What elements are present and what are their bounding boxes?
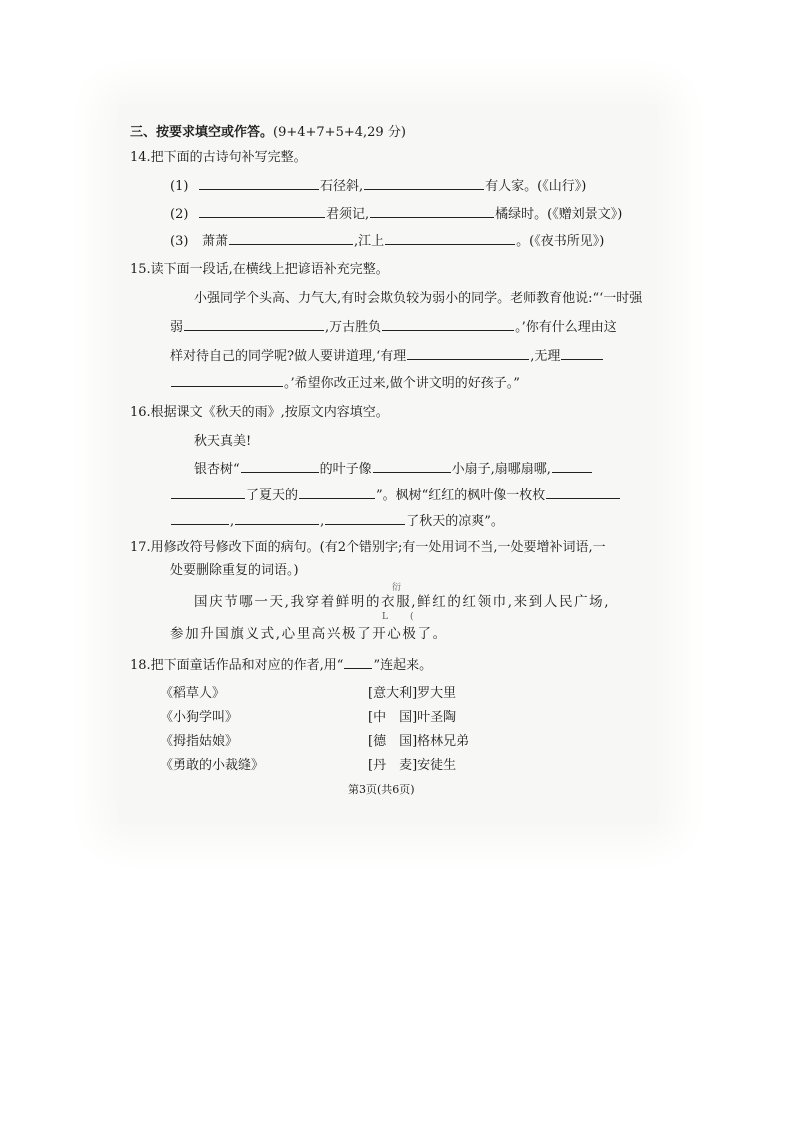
q17-stem [130,536,606,555]
q14-line-2 [170,203,622,222]
q15-text: 。’你有什么理由这 [515,320,617,335]
blank[interactable] [546,486,620,499]
q15-stem: 15.读下面一段话,在横线上把谚语补充完整。 [130,262,389,277]
author-country: [丹 麦] [368,758,418,773]
q15-text: 弱 [170,320,184,335]
author-name: 安徒生 [417,758,457,773]
q16-text: 小扇子,扇哪扇哪, [451,462,551,477]
q16-text: 银杏树“ [194,462,240,477]
q14-num-2: (2) [170,207,189,222]
q14-end-2: 橘绿时。(《赠刘景文》) [495,207,623,222]
line-sample [344,656,372,669]
q16-line-2 [170,484,621,503]
q17-sentence-1: 国庆节哪一天,我穿着鲜明的衣服,鲜红的红领巾,来到人民广场, [194,594,611,610]
q18-stem-text: ”连起来。 [373,658,433,673]
q16-stem: 16.根据课文《秋天的雨》,按原文内容填空。 [130,405,389,420]
blank[interactable] [364,177,484,190]
q17-stem-2: 处要删除重复的词语。) [170,563,299,578]
q18-stem [130,654,432,673]
q16-text: ”。枫树“红红的枫叶像一枚枚 [376,488,546,503]
q16-text: 了秋天的凉爽”。 [406,514,504,529]
q15-line-1: 小强同学个头高、力气大,有时会欺负较为弱小的同学。老师教育他说:“‘一时强 [194,291,643,306]
q18-work-3[interactable]: 《拇指姑娘》 [160,734,239,749]
blank[interactable] [552,460,592,473]
author-country: [德 国] [368,734,418,749]
q15-text: ,万古胜负 [325,320,382,335]
q14-line-1 [170,175,586,194]
blank[interactable] [171,512,229,525]
q14-num-3: (3) [170,234,189,249]
blank[interactable] [561,347,603,360]
blank[interactable] [171,486,245,499]
handwritten-mark: L [382,612,388,622]
q16-text: , [320,514,325,529]
section-score: (9+4+7+5+4,29 分) [273,125,406,140]
blank[interactable] [385,232,515,245]
q14-mid-2: 君须记, [326,207,370,222]
q15-line-4 [170,372,520,391]
handwritten-mark: 衍 [392,583,402,593]
blank[interactable] [199,205,325,218]
q15-text: 样对待自己的同学呢?做人要讲道理,‘有理 [170,349,407,364]
q16-text: 了夏天的 [246,488,299,503]
q17-stem-text: 17.用修改符号修改下面的病句。(有2个错别字;有一处用词不当,一处要增补词语,一 [130,540,606,555]
q16-text: , [230,514,235,529]
q15-text: ,无理 [530,349,561,364]
blank[interactable] [382,318,514,331]
q18-author-3[interactable] [368,730,469,749]
q16-line-3 [170,510,504,529]
q18-work-2[interactable]: 《小狗学叫》 [160,710,239,725]
q14-mid-1: 石径斜, [320,179,364,194]
q16-text: 的叶子像 [319,462,372,477]
q18-work-1[interactable]: 《稻草人》 [160,686,226,701]
blank[interactable] [171,374,283,387]
blank[interactable] [241,460,319,473]
q18-author-4[interactable] [368,754,456,773]
blank[interactable] [229,232,353,245]
handwritten-mark: ( [410,612,414,622]
blank[interactable] [325,512,405,525]
q16-line-1 [194,458,593,477]
q15-line-3 [170,345,604,364]
q14-end-3: 。(《夜书所见》) [516,234,605,249]
page-footer: 第3页(共6页) [348,783,415,796]
q14-pre-3: 萧萧 [202,234,229,249]
q14-line-3 [170,230,604,249]
q18-author-1[interactable] [368,682,456,701]
blank[interactable] [407,347,529,360]
blank[interactable] [184,318,324,331]
q17-sentence-2: 参加升国旗义式,心里高兴极了开心极了。 [170,626,448,642]
q18-work-4[interactable]: 《勇敢的小裁缝》 [160,758,265,773]
author-country: [中 国] [368,710,418,725]
q14-stem: 14.把下面的古诗句补写完整。 [130,150,307,165]
q14-num-1: (1) [170,179,189,194]
blank[interactable] [373,460,451,473]
blank[interactable] [235,512,319,525]
blank[interactable] [199,177,319,190]
q18-author-2[interactable] [368,706,456,725]
author-name: 叶圣陶 [417,710,457,725]
q14-mid-3: ,江上 [354,234,385,249]
section-title [130,121,406,140]
author-name: 罗大里 [417,686,457,701]
blank[interactable] [370,205,494,218]
q18-stem-text: 18.把下面童话作品和对应的作者,用“ [130,658,344,673]
q15-text: 。’希望你改正过来,做个讲文明的好孩子。” [284,376,520,391]
q15-line-2 [170,316,617,335]
q14-end-1: 有人家。(《山行》) [485,179,587,194]
author-name: 格林兄弟 [417,734,470,749]
section-title-text: 三、按要求填空或作答。 [130,125,274,140]
author-country: [意大利] [368,686,418,701]
q16-line-0: 秋天真美! [194,434,252,449]
blank[interactable] [299,486,375,499]
